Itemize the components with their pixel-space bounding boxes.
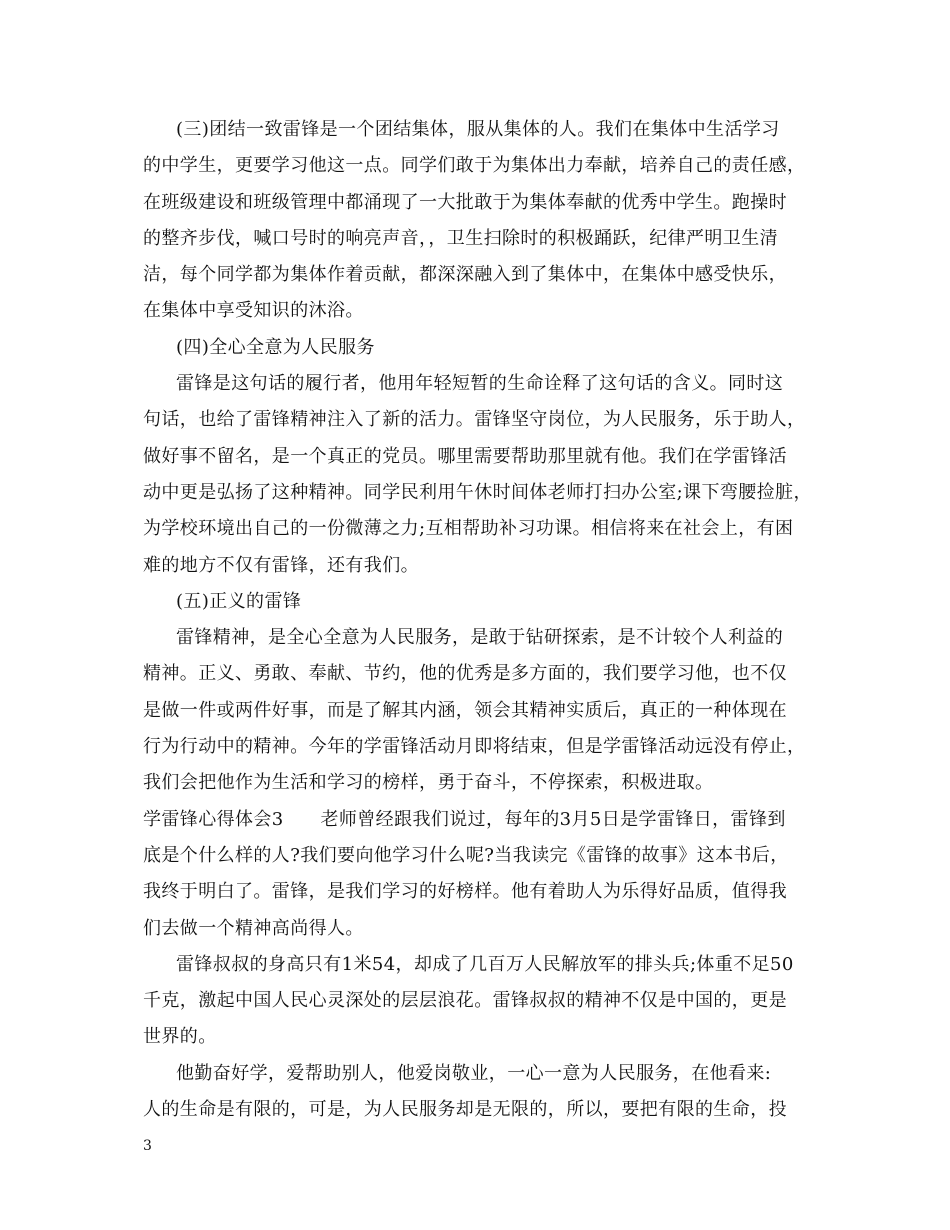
text-line: 的整齐步伐，喊口号时的响亮声音，，卫生扫除时的积极踊跃，纪律严明卫生清 <box>143 227 778 249</box>
text-line: 我们会把他作为生活和学习的榜样，勇于奋斗，不停探索，积极进取。 <box>143 772 714 794</box>
text-line: 洁，每个同学都为集体作着贡献，都深深融入到了集体中，在集体中感受快乐， <box>143 264 787 286</box>
text-line: 世界的。 <box>143 1026 217 1048</box>
text-line: 在班级建设和班级管理中都涌现了一大批敢于为集体奉献的优秀中学生。跑操时 <box>143 191 787 213</box>
text-line: 句话，也给了雷锋精神注入了新的活力。雷锋坚守岗位，为人民服务，乐于助人， <box>143 409 806 431</box>
text-line: 人的生命是有限的，可是，为人民服务却是无限的，所以，要把有限的生命，投 <box>143 1099 787 1121</box>
text-line: (四)全心全意为人民服务 <box>176 336 375 358</box>
text-line: 为学校环境出自己的一份微薄之力;互相帮助补习功课。相信将来在社会上，有困 <box>143 518 794 540</box>
document-body <box>143 112 813 1128</box>
text-line: 行为行动中的精神。今年的学雷锋活动月即将结束，但是学雷锋活动远没有停止， <box>143 736 806 758</box>
text-line: 做好事不留名，是一个真正的党员。哪里需要帮助那里就有他。我们在学雷锋活 <box>143 445 787 467</box>
text-line: 是做一件或两件好事，而是了解其内涵，领会其精神实质后，真正的一种体现在 <box>143 699 787 721</box>
text-line: 学雷锋心得体会3 老师曾经跟我们说过，每年的3月5日是学雷锋日，雷锋到 <box>143 808 786 830</box>
text-line: 雷锋是这句话的履行者，他用年轻短暂的生命诠释了这句话的含义。同时这 <box>176 373 784 395</box>
text-line: 的中学生，更要学习他这一点。同学们敢于为集体出力奉献，培养自己的责任感， <box>143 155 806 177</box>
text-line: 雷锋叔叔的身高只有1米54，却成了几百万人民解放军的排头兵;体重不足50 <box>176 953 794 975</box>
text-line: (三)团结一致雷锋是一个团结集体，服从集体的人。我们在集体中生活学习 <box>176 119 780 140</box>
page-number: 3 <box>143 1138 152 1154</box>
text-line: 们去做一个精神高尚得人。 <box>143 917 364 939</box>
text-line: (五)正义的雷锋 <box>176 590 302 612</box>
text-line: 千克，激起中国人民心灵深处的层层浪花。雷锋叔叔的精神不仅是中国的，更是 <box>143 990 787 1012</box>
text-line: 他勤奋好学，爱帮助别人，他爱岗敬业，一心一意为人民服务，在他看来: <box>176 1062 772 1084</box>
text-line: 底是个什么样的人?我们要向他学习什么呢?当我读完《雷锋的故事》这本书后， <box>143 844 789 866</box>
text-line: 动中更是弘扬了这种精神。同学民利用午休时间体老师打扫办公室;课下弯腰捡脏， <box>143 481 812 503</box>
text-line: 难的地方不仅有雷锋，还有我们。 <box>143 554 419 576</box>
text-line: 雷锋精神，是全心全意为人民服务，是敢于钻研探索，是不计较个人利益的 <box>176 627 784 649</box>
text-line: 我终于明白了。雷锋，是我们学习的好榜样。他有着助人为乐得好品质，值得我 <box>143 881 787 903</box>
text-line: 在集体中享受知识的沐浴。 <box>143 300 364 322</box>
text-line: 精神。正义、勇敢、奉献、节约，他的优秀是多方面的，我们要学习他，也不仅 <box>143 663 787 685</box>
